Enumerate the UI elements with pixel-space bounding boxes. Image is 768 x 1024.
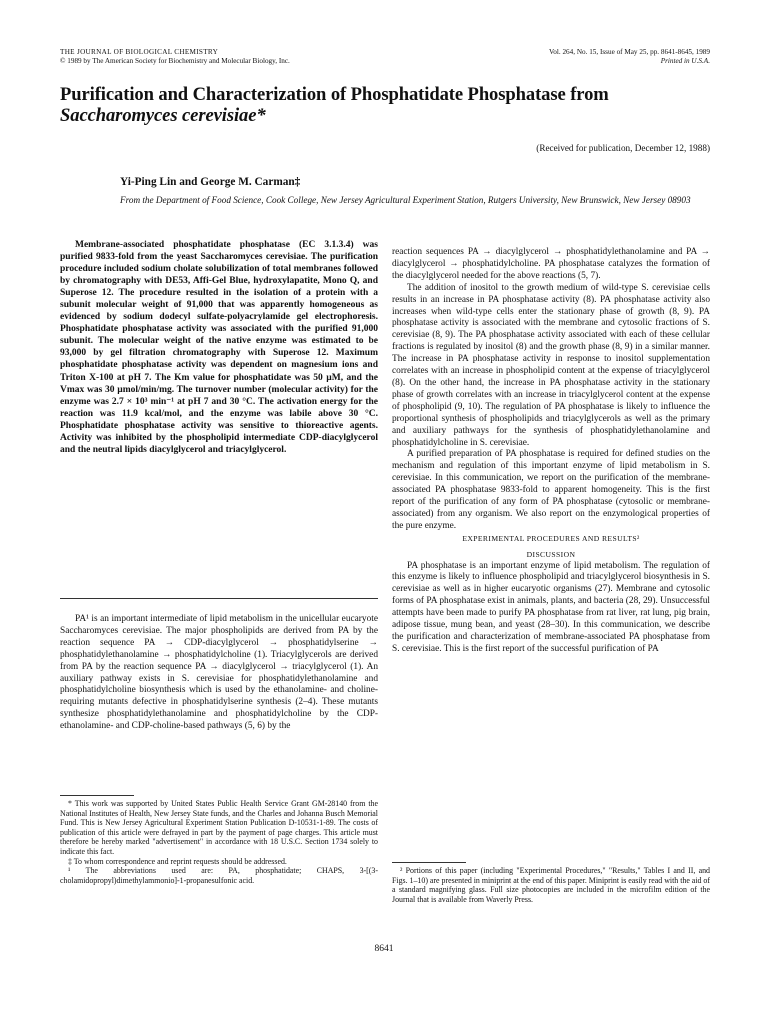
title-line-2: Saccharomyces cerevisiae* [60,105,266,126]
footnotes-left [60,799,378,885]
footnote-correspondence: ‡ To whom correspondence and reprint requests should be addressed. [68,856,287,866]
affiliation: From the Department of Food Science, Cook College, New Jersey Agricultural Experiment Station, Rutgers University, New Brunswick, New Jersey 08903 [120,195,691,205]
footnotes-right [392,866,710,904]
issue-header [549,48,710,65]
journal-name: THE JOURNAL OF BIOLOGICAL CHEMISTRY [60,48,219,56]
methods-heading: EXPERIMENTAL PROCEDURES AND RESULTS² [462,533,640,543]
introduction [60,614,378,733]
discussion-paragraph: PA phosphatase is an important enzyme of lipid metabolism. The regulation of this enzyme is likely to influence phospholipid and triacylglycerol biosynthesis in S. cerevisiae as well as in higher eucaryotic organisms (27). Membrane and cytosolic forms of PA phosphatase exist in animals, plants, and bacteria (28, 29). Unsuccessful attempts have been made to purify PA phosphatase from rat liver, rat lung, pig brain, adipose tissue, mung bean, and yeast (28–30). In this communication, we describe the purification and characterization of membrane-associated PA phosphatase from S. cerevisiae. This is the first report of the successful purification of PA [392,560,710,654]
right-column [392,247,710,656]
abstract-divider [60,598,378,599]
journal-header [60,48,290,65]
footnote-divider-right [392,862,466,863]
copyright-line: © 1989 by The American Society for Biochemistry and Molecular Biology, Inc. [60,56,290,65]
right-paragraph-3: A purified preparation of PA phosphatase is required for defined studies on the mechanism and regulation of this important enzyme of lipid metabolism in S. cerevisiae. In this communication, we report on the purification of the membrane-associated PA phosphatase 9833-fold to apparent homogeneity. This is the first report of the purification of any form of PA phosphatase (cytosolic or membrane-associated) from any organism. We also report on the enzymological properties of the pure enzyme. [392,449,710,531]
page-number: 8641 [374,944,394,954]
footnote-miniprint: ² Portions of this paper (including "Experimental Procedures," "Results," Tables I and II, and Figs. 1–10) are presented in miniprint at the end of this paper. Miniprint is easily read with the aid of a standard magnifying glass. Full size photocopies are included in the microfilm edition of the Journal that is available from Waverly Press. [392,866,710,904]
abstract-text: Membrane-associated phosphatidate phosphatase (EC 3.1.3.4) was purified 9833-fold from the yeast Saccharomyces cerevisiae. The purification procedure included sodium cholate solubilization of total membranes followed by chromatography with DE53, Affi-Gel Blue, hydroxylapatite, Mono Q, and Superose 12. The procedure resulted in the isolation of a protein with a subunit molecular weight of 91,000 that was apparently homogeneous as evidenced by sodium dodecyl sulfate-polyacrylamide gel electrophoresis. Phosphatidate phosphatase activity was associated with the purified 91,000 subunit. The molecular weight of the native enzyme was estimated to be 93,000 by gel filtration chromatography with Superose 12. Maximum phosphatidate phosphatase activity was dependent on magnesium ions and Triton X-100 at pH 7. The Km value for phosphatidate was 50 µM, and the Vmax was 30 µmol/min/mg. The turnover number (molecular activity) for the enzyme was 2.7 × 10³ min⁻¹ at pH 7 and 30 °C. The activation energy for the reaction was 11.9 kcal/mol, and the enzyme was labile above 30 °C. Phosphatidate phosphatase activity was sensitive to thioreactive agents. Activity was inhibited by the phospholipid intermediate CDP-diacylglycerol and the neutral lipids diacylglycerol and triacylglycerol. [60,240,378,455]
right-paragraph-1: reaction sequences PA → diacylglycerol → phosphatidylethanolamine and PA → diacylglycerol → phosphatidylcholine. PA phosphatase catalyzes the formation of the diacylglycerol needed for the above reactions (5, 7). [392,247,710,281]
footnote-funding: * This work was supported by United States Public Health Service Grant GM-28140 from the National Institutes of Health, New Jersey State funds, and the Charles and Johanna Busch Memorial Fund. This is New Jersey Agricultural Experiment Station Publication D-10531-1-89. The costs of publication of this article were defrayed in part by the payment of page charges. This article must therefore be hereby marked "advertisement" in accordance with 18 U.S.C. Section 1734 solely to indicate this fact. [60,799,378,856]
abstract [60,239,378,456]
title-line-1: Purification and Characterization of Phosphatidate Phosphatase from [60,84,609,105]
footnote-abbreviations: ¹ The abbreviations used are: PA, phosphatidate; CHAPS, 3-[(3-cholamidopropyl)dimethylammonio]-1-propanesulfonic acid. [60,866,378,885]
right-paragraph-2: The addition of inositol to the growth medium of wild-type S. cerevisiae cells results in an increase in PA phosphatase activity (8). PA phosphatase activity also increases when wild-type cells enter the stationary phase of growth (8, 9). PA phosphatase activity is associated with the membrane and cytosolic fractions of S. cerevisiae (8, 9). The PA phosphatase activity associated with each of these cellular fractions is regulated by inositol (8) and the growth phase (8, 9) in a similar manner. The increase in PA phosphatase activity in response to inositol supplementation correlates with an increase in phospholipid content at the expense of triacylglycerol (8). On the other hand, the increase in PA phosphatase activity in the stationary phase of growth correlates with an increase in triacylglycerol content at the expense of phospholipid (9, 10). The regulation of PA phosphatase is likely to influence the proportional synthesis of phospholipids and triacylglycerols as well as the primary and auxiliary pathways for the synthesis of phosphatidylethanolamine and phosphatidylcholine in S. cerevisiae. [392,282,710,448]
authors: Yi-Ping Lin and George M. Carman‡ [120,176,301,188]
intro-paragraph: PA¹ is an important intermediate of lipid metabolism in the unicellular eucaryote Saccharomyces cerevisiae. The major phospholipids are derived from PA by the reaction sequence PA → CDP-diacylglycerol → phosphatidylserine → phosphatidylethanolamine → phosphatidylcholine (1). Triacylglycerols are derived from PA by the reaction sequence PA → diacylglycerol → triacylglycerol (1). An auxiliary pathway exists in S. cerevisiae for phosphatidylethanolamine and phosphatidylcholine biosynthesis which is used by the ethanolamine- and choline-requiring mutants defective in phosphatidylserine synthesis (2–4). These mutants synthesize phosphatidylethanolamine and phosphatidylcholine by the CDP-ethanolamine- and CDP-choline-based pathways (5, 6) by the [60,614,378,732]
received-date: (Received for publication, December 12, 1988) [536,143,710,153]
discussion-heading: DISCUSSION [526,549,576,559]
article-title [60,84,720,126]
footnote-divider-left [60,795,134,796]
volume-line: Vol. 264, No. 15, Issue of May 25, pp. 8641-8645, 1989 [549,48,710,56]
printed-line: Printed in U.S.A. [660,56,710,65]
